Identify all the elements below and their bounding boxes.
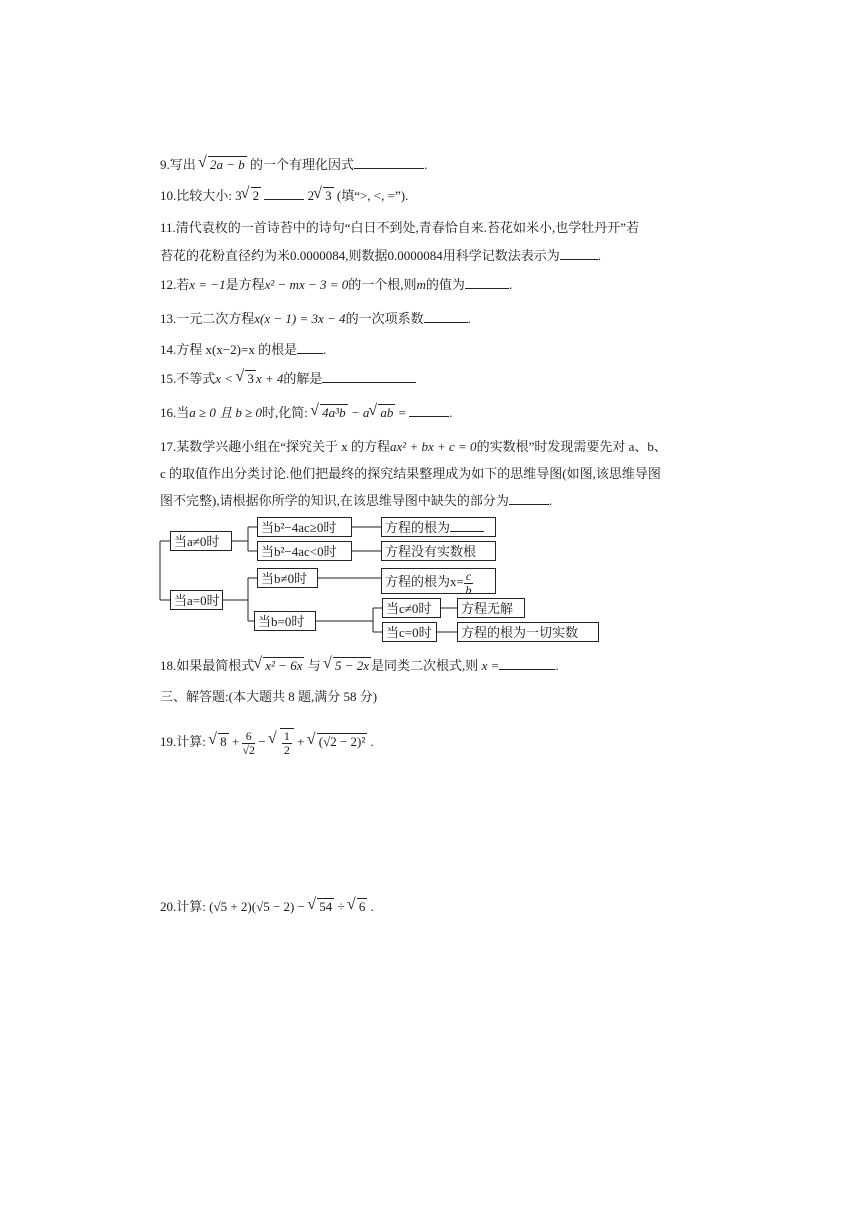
radical: √ 4a³b: [311, 404, 347, 422]
question-14: 14.方程 x(x−2)=x 的根是 .: [160, 342, 327, 357]
node-disc-ge0: 当b²−4ac≥0时: [257, 517, 352, 537]
question-11-line1: 11.清代袁枚的一首诗苔中的诗句“白日不到处,青春恰自来.苔花如米小,也学牡丹开”若: [160, 220, 640, 235]
answer-blank: [499, 657, 555, 670]
radical: √ 2a − b: [199, 156, 247, 174]
node-no-real-root: 方程没有实数根: [381, 541, 496, 561]
question-17-line2: c 的取值作出分类讨论.他们把最终的探究结果整理成为如下的思维导图(如图,该思维导图: [160, 466, 661, 481]
radical: √ 5 − 2x: [324, 657, 371, 675]
node-roots-are: 方程的根为: [381, 517, 496, 537]
question-20: 20.计算: (√5 + 2)(√5 − 2) − √ 54 ÷ √ 6 .: [160, 896, 374, 918]
radical: √ 3: [236, 370, 256, 388]
question-17-line3: 图不完整),请根据你所学的知识,在该思维导图中缺失的部分为 .: [160, 493, 553, 508]
radical: √ ab: [369, 404, 395, 422]
radical: √ 8: [209, 729, 229, 755]
radical: √ (√2 − 2)²: [308, 729, 368, 755]
question-15: 15.不等式x < √ 3 x + 4的解是: [160, 370, 416, 388]
node-b-zero: 当b=0时: [254, 611, 316, 631]
node-root-frac: 方程的根为x= $\frac{c}{b}$: [381, 568, 496, 594]
node-disc-lt0: 当b²−4ac<0时: [257, 541, 352, 561]
question-16: 16.当a ≥ 0 且 b ≥ 0时,化简: √ 4a³b − a√ ab = .: [160, 404, 452, 422]
question-11-line2: 苔花的花粉直径约为米0.0000084,则数据0.0000084用科学记数法表示为 .: [160, 248, 602, 263]
radical: √ x² − 6x: [254, 657, 304, 675]
radical: √ 3: [314, 187, 334, 205]
radical: [269, 728, 294, 757]
section-heading: 三、解答题:(本大题共 8 题,满分 58 分): [160, 689, 378, 704]
node-c-zero: 当c=0时: [382, 622, 437, 642]
question-17-line1: 17.某数学兴趣小组在“探究关于 x 的方程ax² + bx + c = 0的实数根”时发现需要先对 a、b、: [160, 439, 667, 454]
radical: √ 2: [242, 187, 262, 205]
question-18: 18.如果最简根式√ x² − 6x 与 √ 5 − 2x 是同类二次根式,则 x = .: [160, 657, 559, 675]
node-c-not-zero: 当c≠0时: [382, 598, 441, 618]
question-13: 13.一元二次方程x(x − 1) = 3x − 4的一次项系数 .: [160, 311, 471, 326]
radical: √ 6: [348, 896, 368, 918]
node-a-zero: 当a=0时: [170, 590, 223, 610]
answer-blank: [450, 518, 484, 532]
node-all-real: 方程的根为一切实数: [457, 622, 599, 642]
node-a-not-zero: 当a≠0时: [170, 531, 232, 551]
node-b-not-zero: 当b≠0时: [257, 568, 318, 588]
fraction: √ $\frac{1}{2}$: [283, 728, 290, 757]
question-19: 19.计算: √ 8 + $\frac{6}{√2}$ − √ $\frac{1}{2}$ + √ (√2 − 2)² .: [160, 728, 374, 757]
radical: √ 54: [308, 896, 334, 918]
node-no-solution: 方程无解: [457, 598, 525, 618]
question-12: 12.若x = −1是方程x² − mx − 3 = 0的一个根,则m的值为 .: [160, 277, 513, 292]
question-9: 9.写出 √ 2a − b 的一个有理化因式 .: [160, 156, 427, 174]
fraction: $\frac{6}{√2}$: [242, 728, 256, 757]
question-10: 10.比较大小: 3√ 2 2√ 3 (填“>, <, =”).: [160, 187, 408, 205]
fraction: $\frac{c}{b}$: [465, 568, 472, 597]
